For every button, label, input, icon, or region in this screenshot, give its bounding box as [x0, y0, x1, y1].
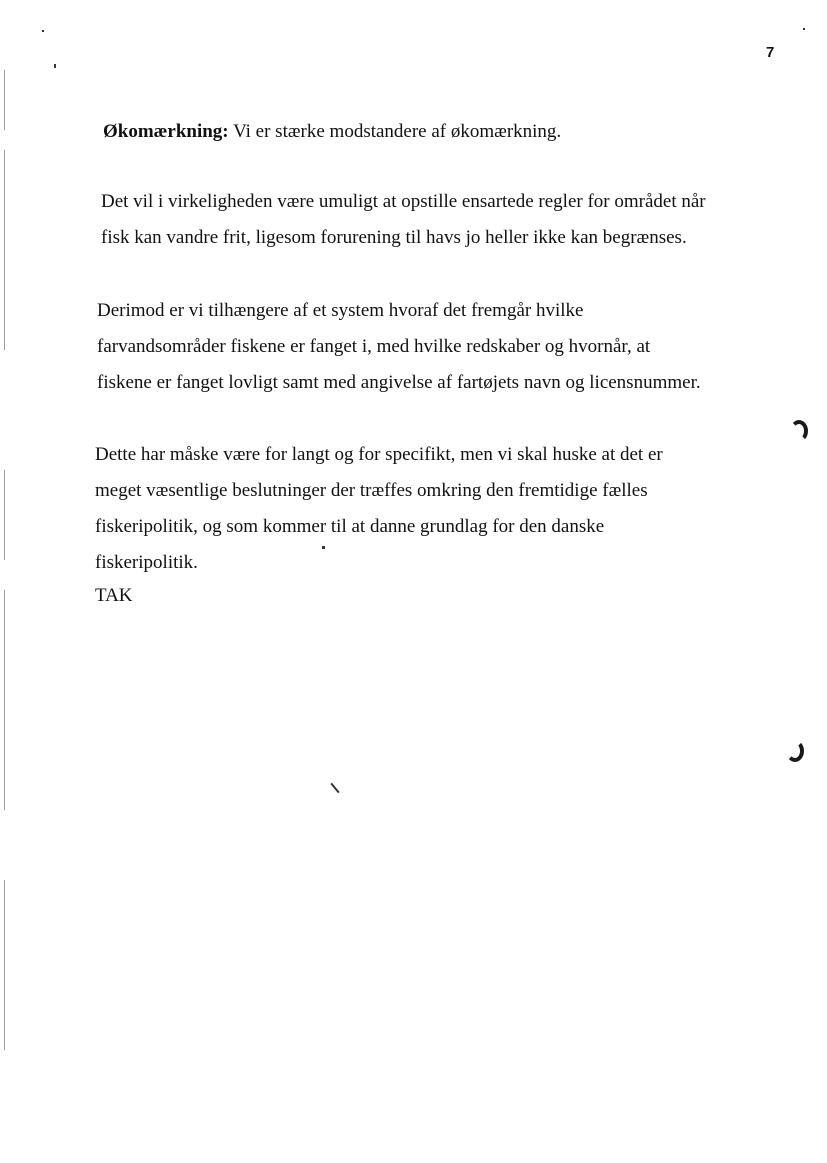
okomaerkning-text: Vi er stærke modstandere af økomærkning. — [233, 121, 562, 142]
paragraph-line: fiskene er fanget lovligt samt med angivelse af fartøjets navn og licensnummer. — [97, 372, 701, 393]
paragraph-line: fiskeripolitik. — [95, 552, 198, 573]
paragraph-line: Derimod er vi tilhængere af et system hvoraf det fremgår hvilke — [97, 300, 584, 321]
scan-margin-line — [4, 880, 5, 1050]
scan-margin-line — [4, 590, 5, 810]
scan-margin-line — [4, 70, 5, 130]
page-number: 7 — [766, 44, 775, 61]
paragraph-line: fiskeripolitik, og som kommer til at danne grundlag for den danske — [95, 516, 605, 537]
scan-speck — [330, 783, 339, 793]
paragraph-langt — [95, 437, 795, 581]
paragraph-line: fisk kan vandre frit, ligesom forurening til havs jo heller ikke kan begrænses. — [101, 227, 687, 248]
scan-margin-line — [4, 470, 5, 560]
paragraph-line: meget væsentlige beslutninger der træffes omkring den fremtidige fælles — [95, 480, 648, 501]
paragraph-regler — [101, 184, 801, 256]
closing-text: TAK — [95, 585, 133, 606]
paragraph-line — [103, 114, 803, 150]
paragraph-line: Dette har måske være for langt og for specifikt, men vi skal huske at det er — [95, 444, 663, 465]
paragraph-line: Det vil i virkeligheden være umuligt at opstille ensartede regler for området når — [101, 191, 706, 212]
paragraph-line: farvandsområder fiskene er fanget i, med hvilke redskaber og hvornår, at — [97, 336, 651, 357]
hole-punch-mark-bottom — [786, 740, 804, 762]
paragraph-system — [97, 293, 797, 401]
paragraph-okomaerkning — [103, 114, 803, 150]
scan-margin-line — [4, 150, 5, 350]
okomaerkning-label: Økomærkning: — [103, 121, 229, 142]
scan-speck — [54, 64, 56, 68]
scan-speck — [42, 30, 44, 32]
scan-speck — [803, 28, 805, 30]
